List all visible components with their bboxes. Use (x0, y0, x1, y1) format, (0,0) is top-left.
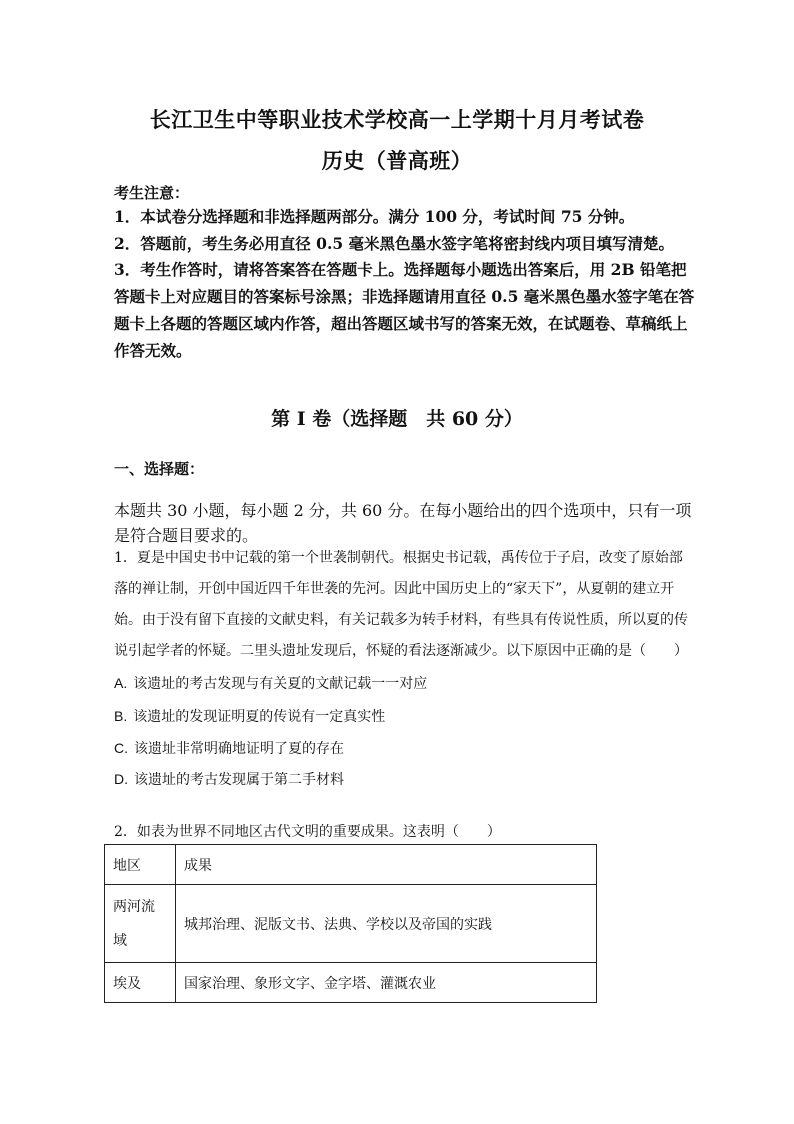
option-text: 该遗址的考古发现与有关夏的文献记载一一对应 (133, 676, 428, 692)
question-2-stem: 2．如表为世界不同地区古代文明的重要成果。这表明（ ） (114, 824, 501, 840)
option-text: 该遗址非常明确地证明了夏的存在 (134, 741, 344, 757)
option-letter: C. (114, 740, 128, 756)
notice-item: 2．答题前，考生务必用直径 0.5 毫米黑色墨水签字笔将密封线内项目填写清楚。 (114, 234, 675, 253)
table-header-row (105, 845, 597, 885)
option-letter: A. (114, 675, 128, 691)
table-cell-achievements: 国家治理、象形文字、金字塔、灌溉农业 (176, 963, 597, 1003)
notice-heading: 考生注意： (114, 184, 190, 202)
table-cell-region (105, 885, 176, 963)
section-title: 第 I 卷（选择题 共 60 分） (271, 408, 523, 430)
question-1-stem: 1．夏是中国史书中记载的第一个世袭制朝代。根据史书记载，禹传位于子启，改变了原始部落的禅让制，开创中国近四千年世袭的先河。因此中国历史上的“家天下”，从夏朝的建立开始。由于没有留下直接的文献史料，有关记载多为转手材料，有些具有传说性质，所以夏的传说引起学者的怀疑。二里头遗址发现后，怀疑的看法逐渐减少。以下原因中正确的是（ ） (114, 550, 688, 659)
option-text: 该遗址的考古发现属于第二手材料 (134, 772, 344, 788)
part-intro: 本题共 30 小题，每小题 2 分，共 60 分。在每小题给出的四个选项中，只有一项是符合题目要求的。 (114, 501, 692, 545)
table-row (105, 885, 597, 963)
notice-item: 3．考生作答时，请将答案答在答题卡上。选择题每小题选出答案后，用 2B 铅笔把答题卡上对应题目的答案标号涂黑；非选择题请用直径 0.5 毫米黑色墨水签字笔在答题卡上各题的答题区域内作答，超出答题区域书写的答案无效，在试题卷、草稿纸上作答无效。 (114, 260, 695, 360)
question-1-option-b (114, 706, 385, 726)
exam-subtitle: 历史（普高班） (321, 148, 473, 173)
table-cell-achievements: 城邦治理、泥版文书、法典、学校以及帝国的实践 (176, 885, 597, 963)
table-header-cell: 地区 (105, 845, 176, 885)
notice-item: 1．本试卷分选择题和非选择题两部分。满分 100 分，考试时间 75 分钟。 (114, 207, 635, 226)
option-letter: B. (114, 708, 128, 724)
question-1-option-c (114, 738, 344, 758)
region-label: 两河流域 (113, 898, 155, 949)
question-1-option-a (114, 673, 427, 693)
option-letter: D. (114, 771, 128, 787)
option-text: 该遗址的发现证明夏的传说有一定真实性 (133, 709, 386, 725)
table-row (105, 963, 597, 1003)
table-header-cell: 成果 (176, 845, 597, 885)
civilization-table (104, 844, 597, 1003)
table-cell-region: 埃及 (105, 963, 176, 1003)
exam-title: 长江卫生中等职业技术学校高一上学期十月月考试卷 (149, 107, 645, 132)
question-1-option-d (114, 769, 344, 789)
part-heading: 一、选择题： (114, 460, 205, 478)
